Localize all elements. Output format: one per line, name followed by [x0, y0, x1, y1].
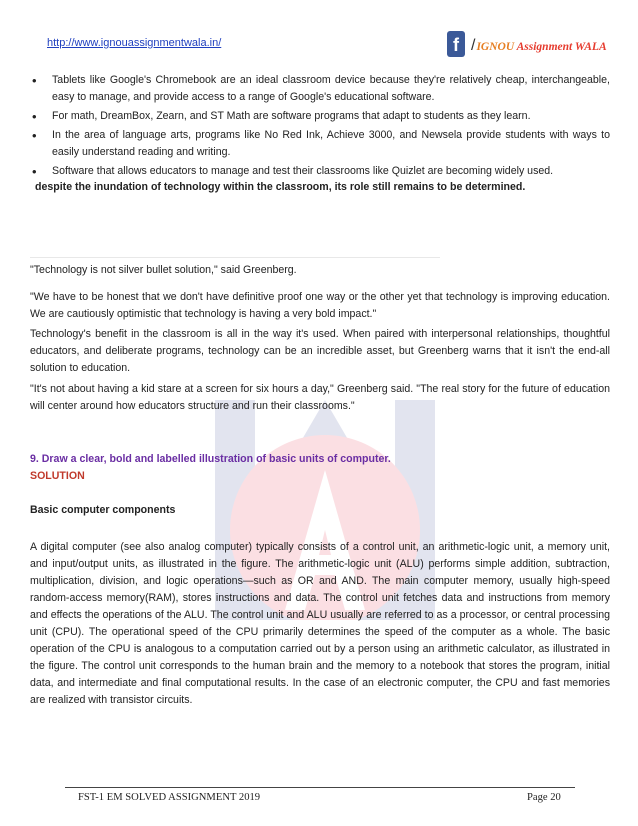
facebook-icon[interactable]: f [447, 31, 465, 57]
brand-name-part1: IGNOU [476, 41, 515, 53]
list-item-text: In the area of language arts, programs like No Red Ink, Achieve 3000, and Newsela provide students with ways to easily understand reading and writing. [52, 129, 610, 158]
bullet-icon: • [32, 128, 37, 143]
bullet-icon: • [32, 164, 37, 179]
brand-name [476, 39, 606, 57]
question-heading: 9. Draw a clear, bold and labelled illustration of basic units of computer. [30, 453, 391, 465]
list-item [30, 163, 610, 180]
list-item [30, 108, 610, 125]
footer-title: FST-1 EM SOLVED ASSIGNMENT 2019 [78, 792, 261, 803]
list-item-text: For math, DreamBox, Zearn, and ST Math are software programs that adapt to students as they learn. [52, 110, 531, 122]
bold-statement: despite the inundation of technology within the classroom, its role still remains to be determined. [35, 181, 526, 193]
brand-logo [447, 27, 607, 57]
section-subheading: Basic computer components [30, 504, 176, 516]
quote-honest: "We have to be honest that we don't have definitive proof one way or the other yet that technology is improving education. We are cautiously optimistic that technology is having a very bold impact." [30, 291, 610, 320]
list-item [30, 127, 610, 161]
footer-divider [65, 787, 575, 788]
divider [30, 257, 440, 258]
list-item-text: Tablets like Google's Chromebook are an ideal classroom device because they're relatively cheap, interchangeable, easy to manage, and provide access to a range of Google's educational software. [52, 74, 610, 103]
list-item [30, 72, 610, 106]
quote-silver-bullet: "Technology is not silver bullet solution," said Greenberg. [30, 264, 297, 276]
page-number: Page 20 [527, 792, 561, 803]
bullet-icon: • [32, 109, 37, 124]
quote-future: "It's not about having a kid stare at a screen for six hours a day," Greenberg said. "The real story for the future of education will center around how educators structure and run their classrooms." [30, 383, 610, 412]
brand-name-part2: Assignment WALA [516, 41, 607, 53]
header-url-link[interactable]: http://www.ignouassignmentwala.in/ [47, 37, 222, 49]
body-paragraph: A digital computer (see also analog computer) typically consists of a control unit, an arithmetic-logic unit, a memory unit, and input/output units, as illustrated in the figure. The arithmetic-logic unit (ALU) performs simple addition, subtraction, multiplication, division, and logic operations—such as OR and AND. The main computer memory, usually high-speed random-access memory(RAM), stores instructions and data. The control unit fetches data and instructions from memory and effects the operations of the ALU. The control unit and ALU usually are referred to as a processor, or central processing unit (CPU). The operational speed of the CPU primarily determines the speed of the computer as a whole. The basic operation of the CPU is analogous to a computation carried out by a person using an arithmetic calculator, as illustrated in the figure. The control unit corresponds to the human brain and the memory to a notebook that stores the program, initial data, and intermediate and final computational results. In the case of an electronic computer, the CPU and fast memories are realized with transistor circuits. [30, 541, 610, 706]
brand-separator: / [471, 37, 476, 54]
paragraph-benefit: Technology's benefit in the classroom is all in the way it's used. When paired with interpersonal relationships, thoughtful educators, and deliberate programs, technology can be an incredible asset, but Greenberg warns that it isn't the end-all solution to education. [30, 328, 610, 374]
solution-label: SOLUTION [30, 470, 85, 482]
list-item-text: Software that allows educators to manage and test their classrooms like Quizlet are becoming widely used. [52, 165, 554, 177]
technology-bullet-list [30, 72, 610, 182]
bullet-icon: • [32, 73, 37, 88]
